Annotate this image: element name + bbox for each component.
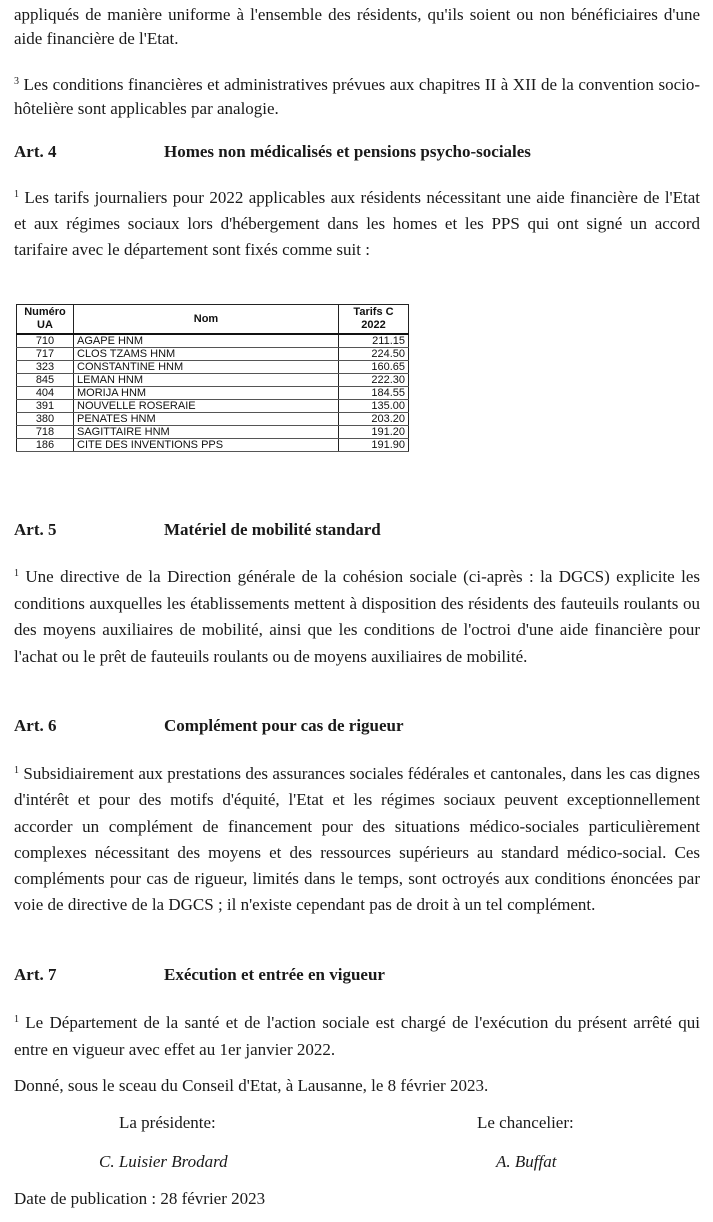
article-6-paragraph <box>14 758 700 919</box>
article-5-paragraph <box>14 561 700 670</box>
article-title: Homes non médicalisés et pensions psycho-sociales <box>164 142 531 161</box>
president-name: C. Luisier Brodard <box>99 1152 228 1171</box>
article-title: Complément pour cas de rigueur <box>164 716 404 735</box>
cell-tarif: 160.65 <box>339 361 409 374</box>
cell-numero: 845 <box>17 374 74 387</box>
table-row <box>17 400 409 413</box>
paragraph-number: 3 <box>14 76 19 87</box>
paragraph-number: 1 <box>14 568 19 579</box>
cell-tarif: 191.90 <box>339 439 409 452</box>
paragraph-number: 1 <box>14 1014 19 1025</box>
article-number: Art. 6 <box>14 716 57 735</box>
cell-numero: 710 <box>17 334 74 348</box>
publication-date: Date de publication : 28 février 2023 <box>14 1189 266 1208</box>
article-7-paragraph <box>14 1007 700 1063</box>
cell-numero: 717 <box>17 348 74 361</box>
header-tarifs: Tarifs C 2022 <box>339 305 409 335</box>
table-row <box>17 413 409 426</box>
table-row <box>17 439 409 452</box>
cell-nom: AGAPE HNM <box>74 334 339 348</box>
cell-nom: CLOS TZAMS HNM <box>74 348 339 361</box>
cell-tarif: 135.00 <box>339 400 409 413</box>
paragraph-text: Les tarifs journaliers pour 2022 applicables aux résidents nécessitant une aide financière de l'Etat et aux régimes sociaux lors d'hébergement dans les homes et les PPS qui ont signé un accord tarifaire avec le département sont fixés comme suit : <box>14 188 700 259</box>
table-row <box>17 334 409 348</box>
chancellor-label: Le chancelier: <box>477 1113 574 1132</box>
paragraph-text: Les conditions financières et administratives prévues aux chapitres II à XII de la convention socio-hôtelière sont applicables par analogie. <box>14 75 700 118</box>
cell-nom: PENATES HNM <box>74 413 339 426</box>
cell-numero: 186 <box>17 439 74 452</box>
cell-numero: 718 <box>17 426 74 439</box>
header-nom: Nom <box>74 305 339 335</box>
cell-numero: 323 <box>17 361 74 374</box>
article-title: Matériel de mobilité standard <box>164 520 381 539</box>
article-number: Art. 5 <box>14 520 57 539</box>
table-row <box>17 426 409 439</box>
cell-numero: 391 <box>17 400 74 413</box>
article-number: Art. 7 <box>14 965 57 984</box>
cell-nom: SAGITTAIRE HNM <box>74 426 339 439</box>
cell-numero: 404 <box>17 387 74 400</box>
cell-numero: 380 <box>17 413 74 426</box>
tariff-table-wrapper <box>16 304 409 452</box>
article-4-paragraph <box>14 182 700 263</box>
cell-nom: MORIJA HNM <box>74 387 339 400</box>
table-row <box>17 387 409 400</box>
header-numero-ua: Numéro UA <box>17 305 74 335</box>
article-number: Art. 4 <box>14 142 57 161</box>
cell-tarif: 191.20 <box>339 426 409 439</box>
cell-nom: CONSTANTINE HNM <box>74 361 339 374</box>
given-statement: Donné, sous le sceau du Conseil d'Etat, à Lausanne, le 8 février 2023. <box>14 1076 489 1095</box>
cell-tarif: 203.20 <box>339 413 409 426</box>
table-row <box>17 348 409 361</box>
cell-tarif: 224.50 <box>339 348 409 361</box>
paragraph-text: Subsidiairement aux prestations des assurances sociales fédérales et cantonales, dans les cas dignes d'intérêt et pour des motifs d'équité, l'Etat et les régimes sociaux peuvent exceptionnellement accorder un complément de financement pour des situations médico-sociales particulièrement complexes nécessitant des moyens et des ressources supérieurs au standard médico-social. Ces compléments pour cas de rigueur, limités dans le temps, sont octroyés aux conditions énoncées par voie de directive de la DGCS ; il n'existe cependant pas de droit à un tel complément. <box>14 764 700 915</box>
paragraph-number: 1 <box>14 765 19 776</box>
chancellor-name: A. Buffat <box>496 1152 557 1171</box>
president-label: La présidente: <box>119 1113 216 1132</box>
paragraph-number: 1 <box>14 189 19 200</box>
tariff-table <box>16 304 409 452</box>
cell-nom: LEMAN HNM <box>74 374 339 387</box>
table-row <box>17 361 409 374</box>
table-header-row <box>17 305 409 335</box>
intro-paragraph-1: appliqués de manière uniforme à l'ensemble des résidents, qu'ils soient ou non bénéficiaires d'une aide financière de l'Etat. <box>14 5 700 48</box>
table-row <box>17 374 409 387</box>
cell-tarif: 184.55 <box>339 387 409 400</box>
cell-tarif: 222.30 <box>339 374 409 387</box>
article-title: Exécution et entrée en vigueur <box>164 965 385 984</box>
paragraph-text: Une directive de la Direction générale de la cohésion sociale (ci-après : la DGCS) explicite les conditions auxquelles les établissements mettent à disposition des résidents des fauteuils roulants ou des moyens auxiliaires de mobilité, ainsi que les conditions de l'octroi d'une aide financière pour l'achat ou le prêt de fauteuils roulants ou de moyens auxiliaires de mobilité. <box>14 567 700 666</box>
paragraph-text: Le Département de la santé et de l'action sociale est chargé de l'exécution du présent arrêté qui entre en vigueur avec effet au 1er janvier 2022. <box>14 1013 700 1059</box>
cell-nom: CITE DES INVENTIONS PPS <box>74 439 339 452</box>
intro-paragraph-2 <box>14 70 700 121</box>
cell-tarif: 211.15 <box>339 334 409 348</box>
cell-nom: NOUVELLE ROSERAIE <box>74 400 339 413</box>
